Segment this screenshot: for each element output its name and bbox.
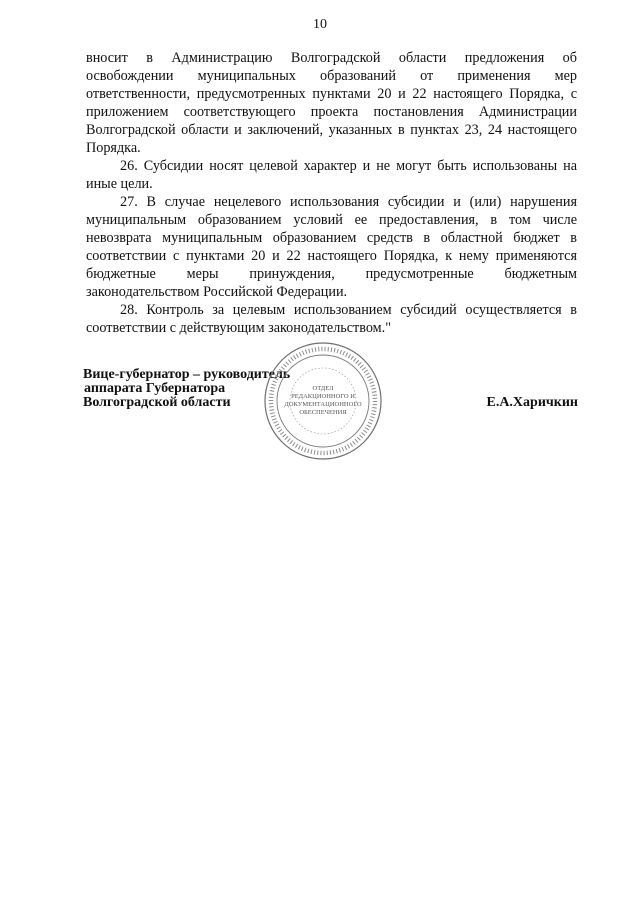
- signatory-title-line: Вице-губернатор – руководитель: [83, 367, 291, 382]
- stamp-text-line: ОТДЕЛ: [312, 385, 334, 392]
- stamp-text-line: ДОКУМЕНТАЦИОННОГО: [284, 401, 362, 408]
- signatory-title-line: Волгоградской области: [83, 395, 231, 410]
- signatory-name: Е.А.Харичкин: [486, 395, 578, 410]
- paragraph-28: 28. Контроль за целевым использованием субсидий осуществляется в соответствии с действующим законодательством.": [86, 302, 577, 336]
- official-seal-stamp: [262, 340, 384, 462]
- paragraph-26: 26. Субсидии носят целевой характер и не могут быть использованы на иные цели.: [86, 158, 577, 192]
- page-number: 10: [313, 17, 327, 32]
- signatory-title-line: аппарата Губернатора: [84, 381, 226, 396]
- body-text: [86, 49, 577, 337]
- stamp-text-line: ОБЕСПЕЧЕНИЯ: [299, 409, 347, 416]
- paragraph-27: 27. В случае нецелевого использования субсидии и (или) нарушения муниципальным образованием условий ее предоставления, в том числе невозврата муниципальным образованием средств в областной бюджет в соответствии с пунктами 20 и 22 настоящего Порядка, к нему применяются бюджетные меры принуждения, предусмотренные бюджетным законодательством Российской Федерации.: [86, 194, 577, 300]
- paragraph-continuation: вносит в Администрацию Волгоградской области предложения об освобождении муниципальных образований от применения мер ответственности, предусмотренных пунктами 20 и 22 настоящего Порядка, с приложением соответствующего проекта постановления Администрации Волгоградской области и заключений, указанных в пунктах 23, 24 настоящего Порядка.: [86, 50, 577, 156]
- stamp-text-line: РЕДАКЦИОННОГО И: [291, 393, 355, 400]
